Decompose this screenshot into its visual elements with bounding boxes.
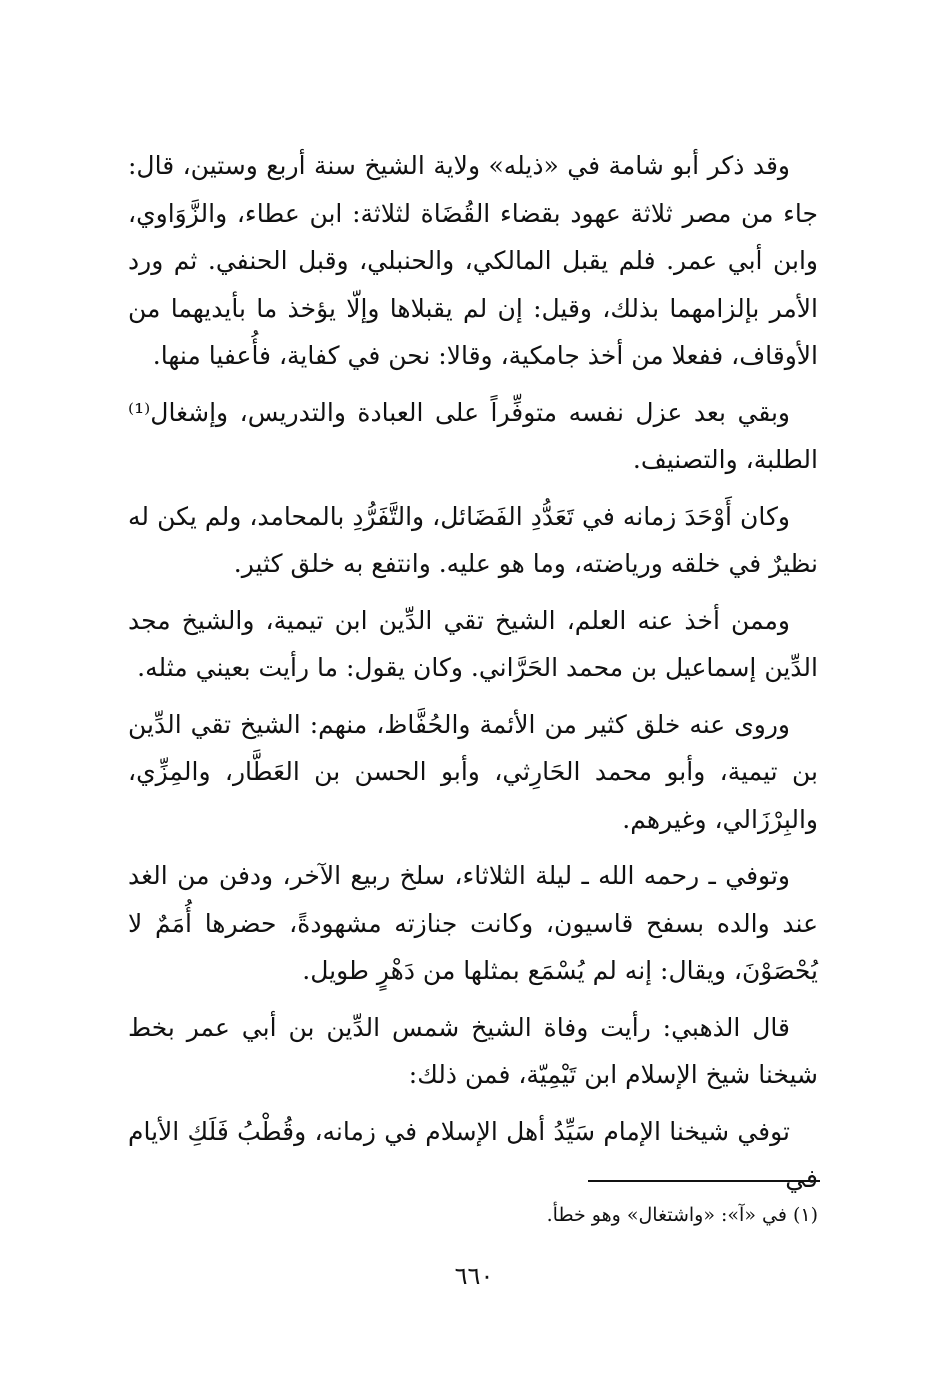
- footnote: (١) في «آ»: «واشتغال» وهو خطأ.: [546, 1204, 818, 1226]
- paragraph-3: وكان أَوْحَدَ زمانه في تَعَدُّدِ الفَضَائل، والتَّفَرُّدِ بالمحامد، ولم يكن له نظيرٌ في خلقه ورياضته، وما هو عليه. وانتفع به خلق كثير.: [128, 501, 818, 578]
- page-number: ٦٦٠: [454, 1262, 494, 1290]
- paragraph-7: قال الذهبي: رأيت وفاة الشيخ شمس الدِّين بن أبي عمر بخط شيخنا شيخ الإسلام ابن تَيْمِيّة، فمن ذلك:: [128, 1012, 818, 1089]
- paragraph-5: وروى عنه خلق كثير من الأئمة والحُفَّاظ، منهم: الشيخ تقي الدِّين بن تيمية، وأبو محمد الحَارِثي، وأبو الحسن بن العَطَّار، والمِزِّي، والبِرْزَالي، وغيرهم.: [128, 709, 818, 834]
- paragraph-6: وتوفي ـ رحمه الله ـ ليلة الثلاثاء، سلخ ربيع الآخر، ودفن من الغد عند والده بسفح قاسيون، وكانت جنازته مشهودةً، حضرها أُمَمٌ لا يُحْصَوْنَ، ويقال: إنه لم يُسْمَع بمثلها من دَهْرٍ طويل.: [128, 861, 818, 985]
- paragraph-1: وقد ذكر أبو شامة في «ذيله» ولاية الشيخ سنة أربع وستين، قال: جاء من مصر ثلاثة عهود بقضاء القُضَاة لثلاثة: ابن عطاء، والزَّوَاوي، وابن أبي عمر. فلم يقبل المالكي، والحنبلي، وقبل الحنفي. ثم ورد الأمر بإلزامهما بذلك، وقيل: إن لم يقبلاها وإلّا يؤخذ ما بأيديهما من الأوقاف، ففعلا من أخذ جامكية، وقالا: نحن في كفاية، فأُعفيا منها.: [128, 151, 818, 370]
- paragraph-2: وبقي بعد عزل نفسه متوفِّراً على العبادة والتدريس، وإشغال⁽¹⁾ الطلبة، والتصنيف.: [128, 397, 818, 474]
- main-text: [128, 142, 818, 1212]
- footnote-separator: [588, 1180, 820, 1182]
- paragraph-4: وممن أخذ عنه العلم، الشيخ تقي الدِّين ابن تيمية، والشيخ مجد الدِّين إسماعيل بن محمد الحَرَّاني. وكان يقول: ما رأيت بعيني مثله.: [128, 605, 818, 682]
- paragraph-8: توفي شيخنا الإمام سَيِّدُ أهل الإسلام في زمانه، وقُطْبُ فَلَكِ الأيام في: [128, 1116, 818, 1193]
